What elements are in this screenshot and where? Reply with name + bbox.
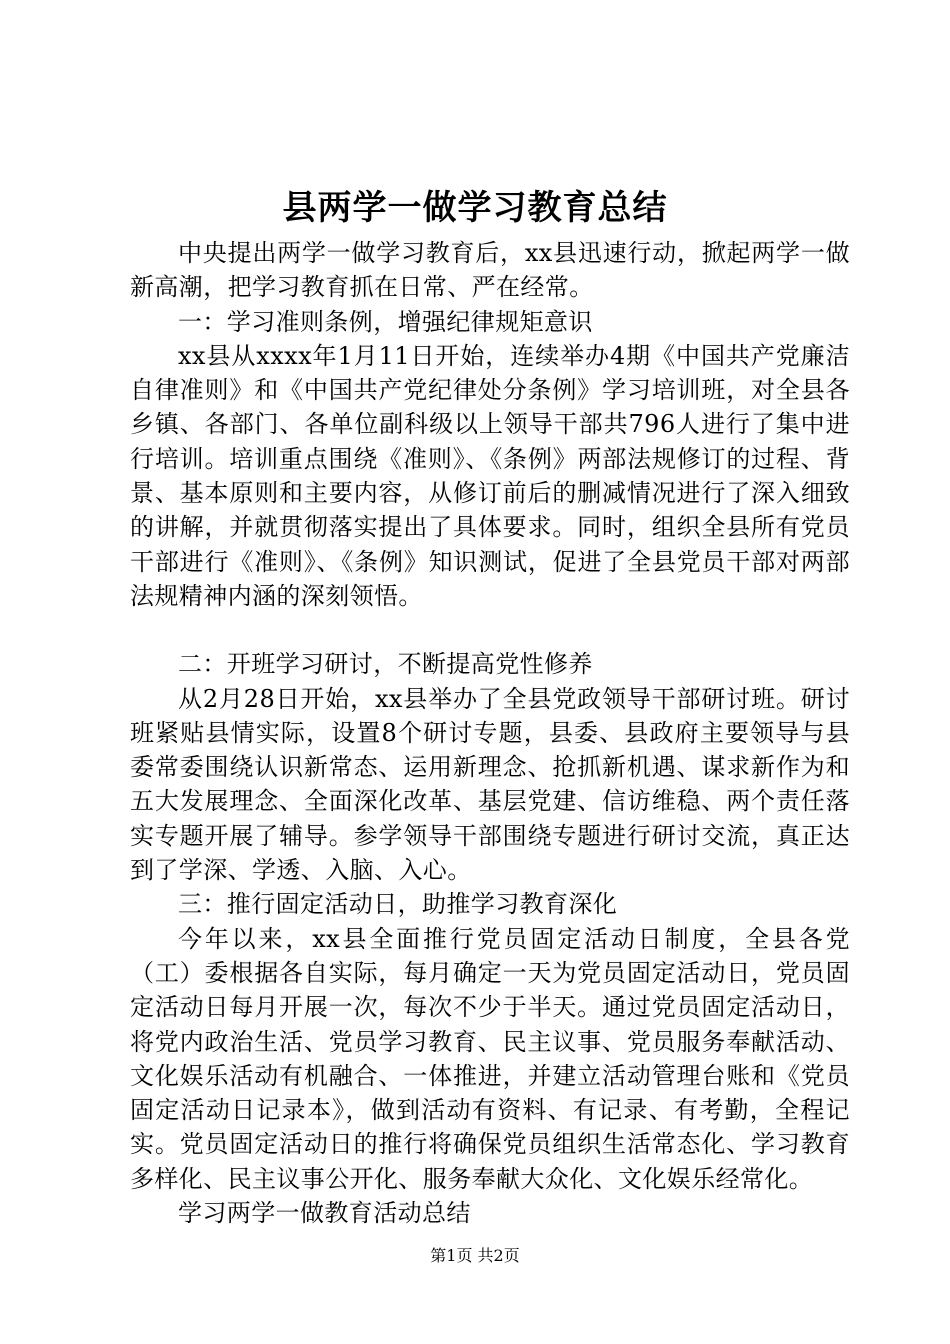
document-title: 县两学一做学习教育总结: [282, 188, 668, 228]
section-paragraph-3: 今年以来，xx县全面推行党员固定活动日制度，全县各党（工）委根据各自实际，每月确定一天为党员固定活动日，党员固定活动日每月开展一次，每次不少于半天。通过党员固定活动日，将党内政治生活、党员学习教育、民主议事、党员服务奉献活动、文化娱乐活动有机融合、一体推进，并建立活动管理台账和《党员固定活动日记录本》，做到活动有资料、有记录、有考勤，全程记实。党员固定活动日的推行将确保党员组织生活常态化、学习教育多样化、民主议事公开化、服务奉献大众化、文化娱乐经常化。: [130, 924, 850, 1193]
closing-heading: 学习两学一做教育活动总结: [178, 1199, 471, 1228]
section-heading-2: 二：开班学习研讨，不断提高党性修养: [178, 650, 593, 679]
section-heading-3: 三：推行固定活动日，助推学习教育深化: [178, 890, 618, 919]
section-paragraph-1: xx县从xxxx年1月11日开始，连续举办4期《中国共产党廉洁自律准则》和《中国共产党纪律处分条例》学习培训班，对全县各乡镇、各部门、各单位副科级以上领导干部共796人进行了集中进行培训。培训重点围绕《准则》、《条例》两部法规修订的过程、背景、基本原则和主要内容，从修订前后的删减情况进行了深入细致的讲解，并就贯彻落实提出了具体要求。同时，组织全县所有党员干部进行《准则》、《条例》知识测试，促进了全县党员干部对两部法规精神内涵的深刻领悟。: [130, 341, 850, 610]
document-body: [130, 236, 850, 1230]
intro-paragraph: 中央提出两学一做学习教育后，xx县迅速行动，掀起两学一做新高潮，把学习教育抓在日常、严在经常。: [130, 239, 850, 302]
section-heading-1: 一：学习准则条例，增强纪律规矩意识: [178, 307, 593, 336]
section-paragraph-2: 从2月28日开始，xx县举办了全县党政领导干部研讨班。研讨班紧贴县情实际，设置8个研讨专题，县委、县政府主要领导与县委常委围绕认识新常态、运用新理念、抢抓新机遇、谋求新作为和五大发展理念、全面深化改革、基层党建、信访维稳、两个责任落实专题开展了辅导。参学领导干部围绕专题进行研讨交流，真正达到了学深、学透、入脑、入心。: [130, 684, 850, 885]
page-number-footer: 第1页 共2页: [430, 1246, 520, 1265]
